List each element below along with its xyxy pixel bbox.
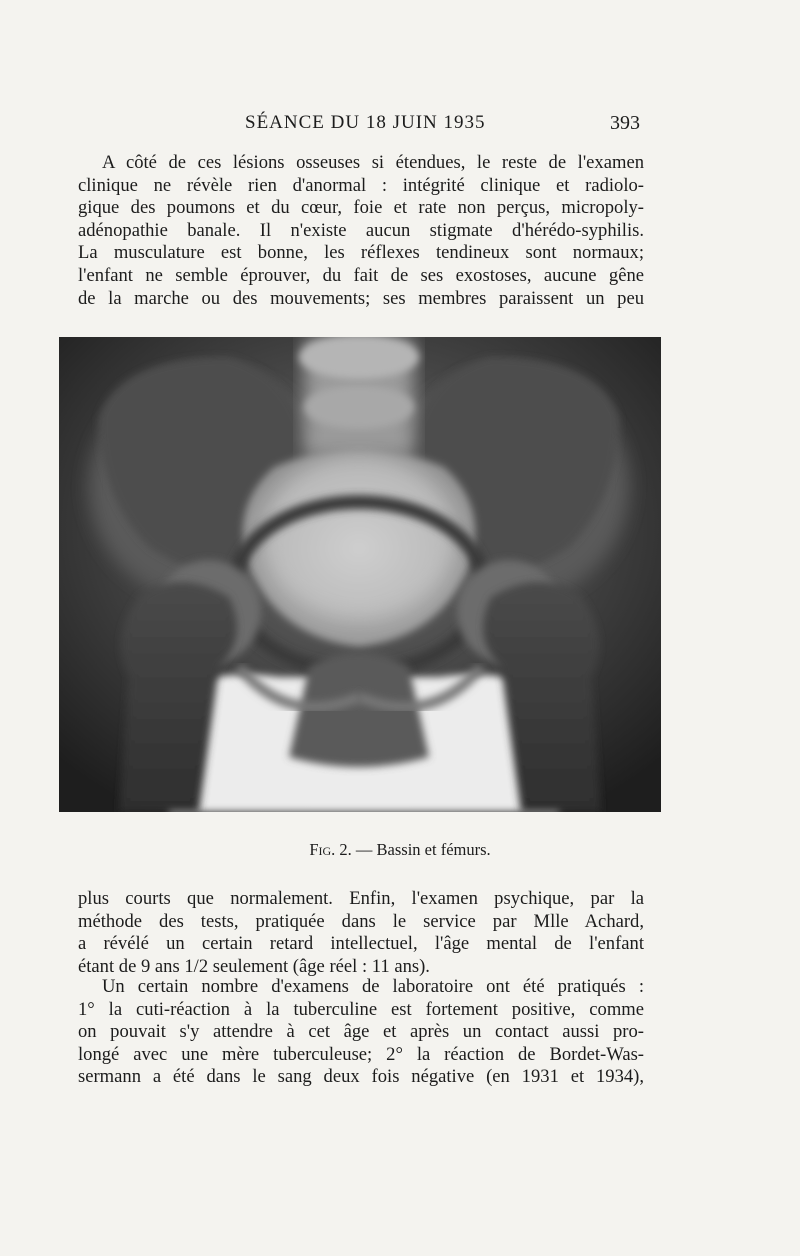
text-line: La musculature est bonne, les réflexes tendineux sont normaux;: [78, 242, 644, 264]
text-line: méthode des tests, pratiquée dans le service par Mlle Achard,: [78, 910, 644, 932]
text-line: gique des poumons et du cœur, foie et rate non perçus, micropoly-: [78, 197, 644, 219]
text-line: 1° la cuti-réaction à la tuberculine est fortement positive, comme: [78, 998, 644, 1020]
text-line: A côté de ces lésions osseuses si étendues, le reste de l'examen: [102, 152, 644, 173]
xray-figure: [59, 337, 661, 812]
text-line: de la marche ou des mouvements; ses membres paraissent un peu: [78, 287, 644, 309]
text-line: clinique ne révèle rien d'anormal : intégrité clinique et radiolo-: [78, 174, 644, 196]
text-line: on pouvait s'y attendre à cet âge et après un contact aussi pro-: [78, 1021, 644, 1043]
paragraph-intro: [78, 152, 644, 310]
running-title: SÉANCE DU 18 JUIN 1935: [245, 112, 486, 133]
text-line: a révélé un certain retard intellectuel, l'âge mental de l'enfant: [78, 933, 644, 955]
running-header: [0, 112, 800, 142]
text-line: plus courts que normalement. Enfin, l'examen psychique, par la: [78, 888, 644, 909]
caption-text: — Bassin et fémurs.: [355, 840, 491, 859]
page-number: 393: [610, 112, 640, 134]
text-line: longé avec une mère tuberculeuse; 2° la réaction de Bordet-Was-: [78, 1043, 644, 1065]
paragraph-continuation: [78, 888, 644, 978]
text-line: l'enfant ne semble éprouver, du fait de ses exostoses, aucune gêne: [78, 264, 644, 286]
pelvis-xray-image: [59, 337, 661, 812]
text-line: Un certain nombre d'examens de laboratoire ont été pratiqués :: [102, 976, 644, 997]
text-line: étant de 9 ans 1/2 seulement (âge réel : 11 ans).: [78, 955, 430, 977]
text-line: adénopathie banale. Il n'existe aucun stigmate d'hérédo-syphilis.: [78, 219, 644, 241]
figure-caption: [0, 840, 800, 860]
paragraph-laboratory: [78, 976, 644, 1089]
caption-label: Fig. 2.: [309, 840, 352, 859]
text-line: sermann a été dans le sang deux fois négative (en 1931 et 1934),: [78, 1066, 644, 1088]
